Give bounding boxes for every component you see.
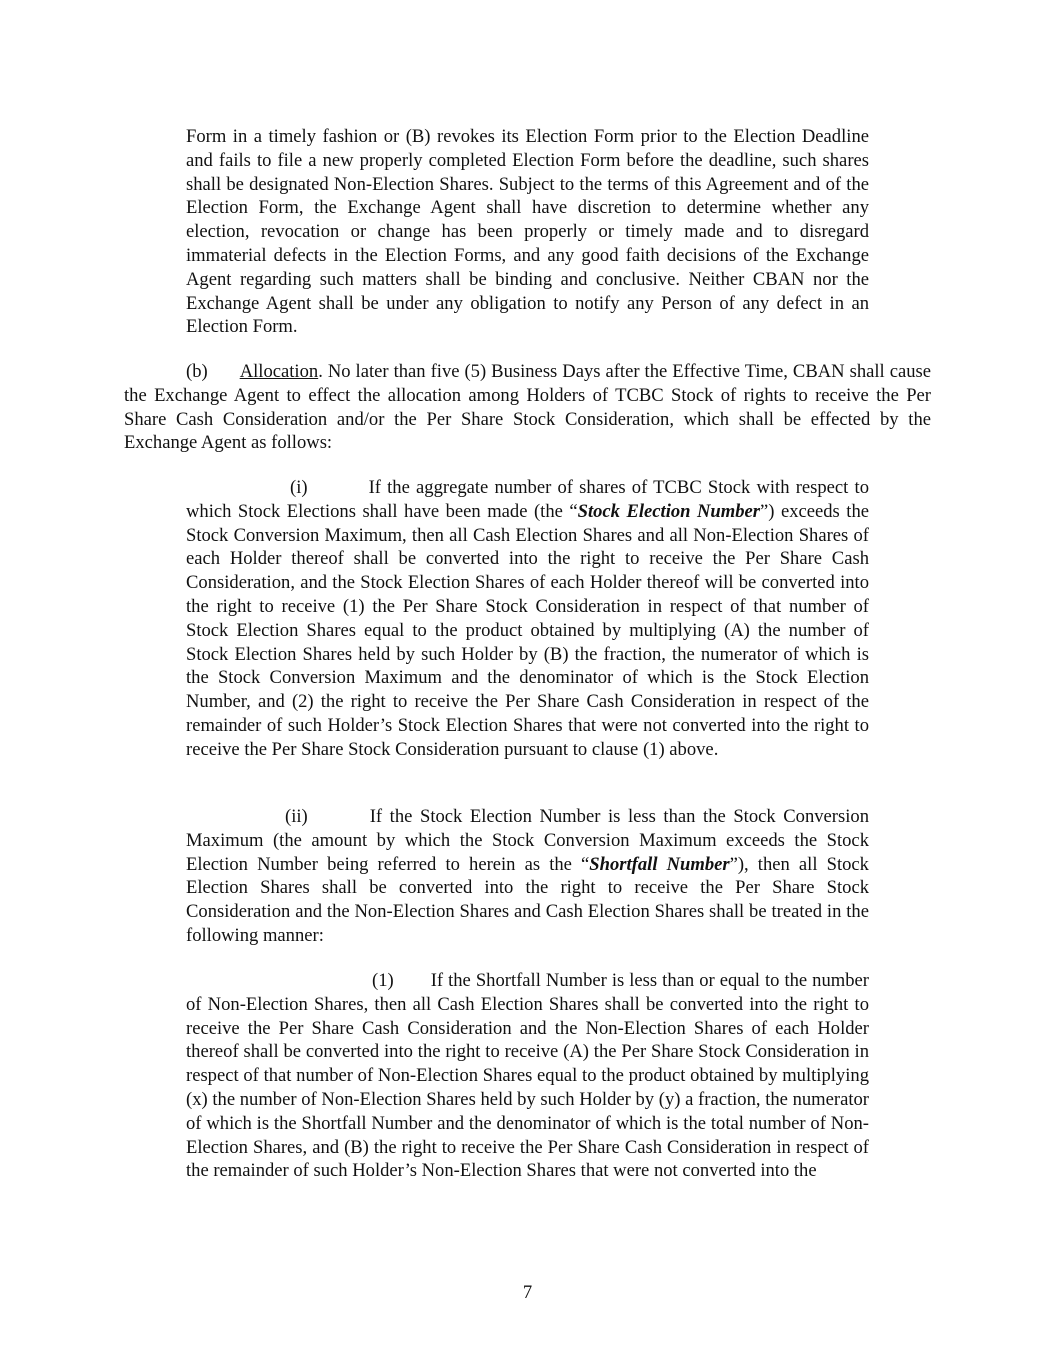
section-b-marker: (b) [186,361,208,382]
clause-i-marker: (i) [290,477,308,498]
clause-1-marker: (1) [372,970,394,991]
clause-i-defined-term: Stock Election Number [577,500,761,522]
continuation-paragraph-text: Form in a timely fashion or (B) revokes its Election Form prior to the Election Deadline and fails to file a new properly completed Election Form before the deadline, such shares shall be designated Non-Election Shares. Subject to the terms of this Agreement and of the Election Form, the Exchange Agent shall have discretion to determine whether any election, revocation or change has been properly or timely made and to disregard immaterial defects in the Election Forms, and any good faith decisions of the Exchange Agent regarding such matters shall be binding and conclusive. Neither CBAN nor the Exchange Agent shall be under any obligation to notify any Person of any defect in an Election Form. [186,126,869,338]
clause-ii-text-a: If the Stock Election Number is less than the Stock Conversion Maximum (the amount by which the Stock Conversion Maximum exceeds the Stock Election Number being referred to herein as the “ [186,806,869,875]
page-number: 7 [522,1282,533,1303]
clause-i-paragraph [186,476,869,762]
section-b-paragraph [124,360,931,455]
continuation-paragraph [186,125,869,339]
section-b-heading: Allocation [239,361,319,382]
clause-1-text: If the Shortfall Number is less than or equal to the number of Non-Election Shares, then all Cash Election Shares shall be converted into the right to receive the Per Share Cash Consideration and the Non-Election Shares of each Holder thereof shall be converted into the right to receive (A) the Per Share Stock Consideration in respect of that number of Non-Election Shares equal to the product obtained by multiplying (x) the number of Non-Election Shares held by such Holder by (y) a fraction, the numerator of which is the Shortfall Number and the denominator of which is the total number of Non-Election Shares, and (B) the right to receive the Per Share Cash Consideration in respect of the remainder of such Holder’s Non-Election Shares that were not converted into the [186,970,869,1182]
clause-1-paragraph [186,969,869,1183]
clause-i-text-a: If the aggregate number of shares of TCBC Stock with respect to which Stock Elections shall have been made (the “ [186,477,869,522]
clause-ii-text-b: ”), then all Stock Election Shares shall be converted into the right to receive the Per Share Stock Consideration and the Non-Election Shares and Cash Election Shares shall be treated in the following manner: [186,853,869,946]
clause-ii-defined-term: Shortfall Number [589,853,730,875]
clause-i-text-b: ”) exceeds the Stock Conversion Maximum, then all Cash Election Shares and all Non-Election Shares of each Holder thereof shall be converted into the right to receive the Per Share Cash Consideration, and the Stock Election Shares of each Holder thereof will be converted into the right to receive (1) the Per Share Stock Consideration in respect of that number of Stock Election Shares equal to the product obtained by multiplying (A) the number of Stock Election Shares held by such Holder by (B) the fraction, the numerator of which is the Stock Conversion Maximum and the denominator of which is the Stock Election Number, and (2) the right to receive the Per Share Cash Consideration in respect of the remainder of such Holder’s Stock Election Shares that were not converted into the right to receive the Per Share Stock Consideration pursuant to clause (1) above. [186,500,869,760]
clause-ii-marker: (ii) [285,806,308,827]
section-b-text: . No later than five (5) Business Days after the Effective Time, CBAN shall cause the Exchange Agent to effect the allocation among Holders of TCBC Stock of rights to receive the Per Share Cash Consideration and/or the Per Share Stock Consideration, which shall be effected by the Exchange Agent as follows: [124,361,931,454]
clause-ii-paragraph [186,805,869,948]
